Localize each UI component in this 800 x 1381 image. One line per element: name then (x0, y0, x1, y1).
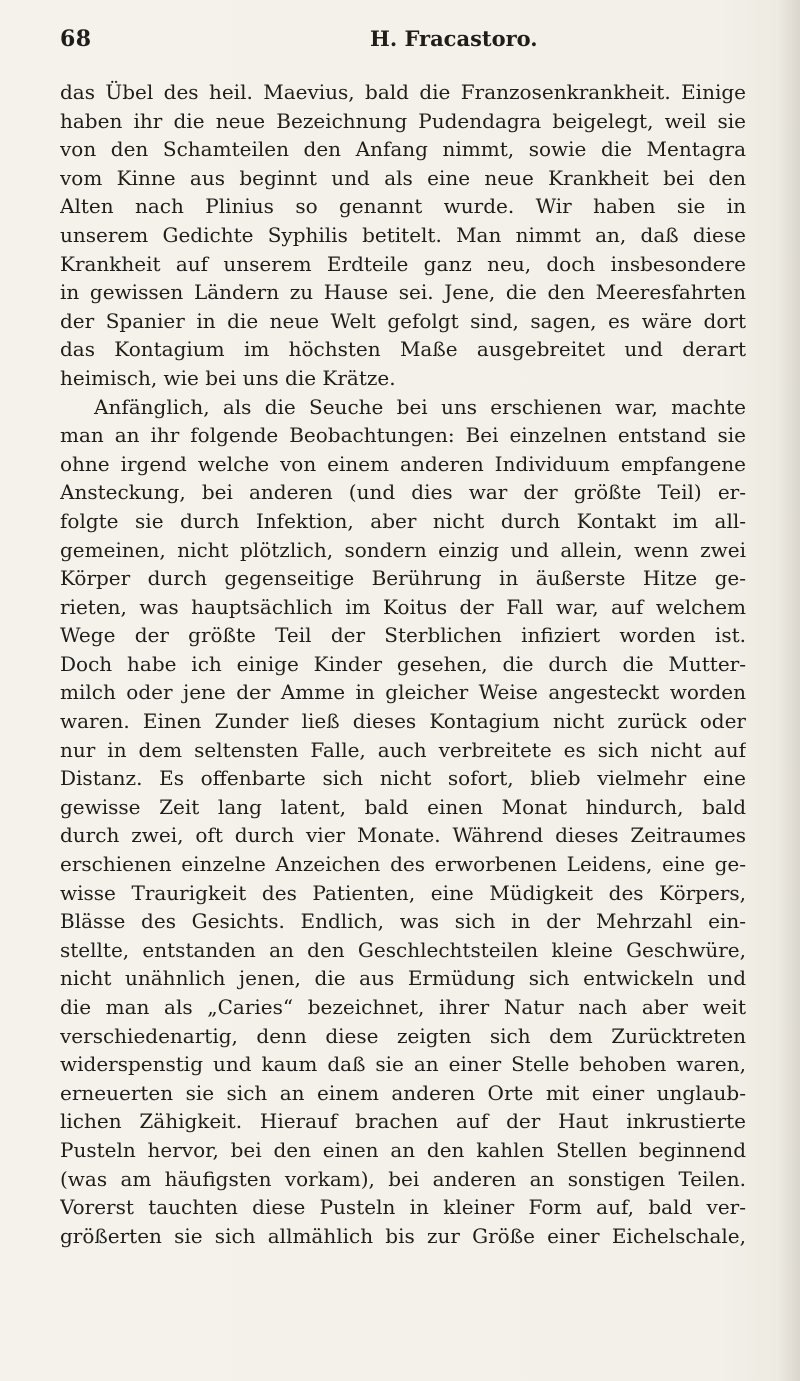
page-edge-shadow (778, 0, 800, 1381)
text-line: milch oder jene der Amme in gleicher Weise angesteckt worden (60, 680, 746, 705)
paragraph-end-line: heimisch, wie bei uns die Krätze. (60, 365, 396, 390)
text-line: durch zwei, oft durch vier Monate. Während dieses Zeitraumes (60, 823, 746, 848)
page-number: 68 (60, 26, 92, 52)
text-line: lichen Zähigkeit. Hierauf brachen auf der Haut inkrustierte (60, 1109, 746, 1134)
text-line: der Spanier in die neue Welt gefolgt sind, sagen, es wäre dort (60, 308, 746, 333)
text-line: unserem Gedichte Syphilis betitelt. Man nimmt an, daß diese (60, 222, 746, 247)
text-line: waren. Einen Zunder ließ dieses Kontagium nicht zurück oder (60, 709, 746, 734)
text-line: Doch habe ich einige Kinder gesehen, die durch die Mutter- (60, 651, 746, 676)
text-line: rieten, was hauptsächlich im Koitus der Fall war, auf welchem (60, 594, 746, 619)
text-line: Pusteln hervor, bei den einen an den kahlen Stellen beginnend (60, 1137, 746, 1162)
text-line: haben ihr die neue Bezeichnung Pudendagra beigelegt, weil sie (60, 108, 746, 133)
text-line: wisse Traurigkeit des Patienten, eine Müdigkeit des Körpers, (60, 880, 746, 905)
text-line: (was am häufigsten vorkam), bei anderen an sonstigen Teilen. (60, 1166, 746, 1191)
page-header (60, 26, 740, 60)
text-line: Krankheit auf unserem Erdteile ganz neu, doch insbesondere (60, 251, 746, 276)
body-text (60, 78, 746, 1250)
text-line: widerspenstig und kaum daß sie an einer Stelle behoben waren, (60, 1052, 746, 1077)
text-line: gewisse Zeit lang latent, bald einen Monat hindurch, bald (60, 794, 746, 819)
text-line: man an ihr folgende Beobachtungen: Bei einzelnen entstand sie (60, 423, 746, 448)
text-line: nicht unähnlich jenen, die aus Ermüdung sich entwickeln und (60, 966, 746, 991)
text-line: gemeinen, nicht plötzlich, sondern einzig und allein, wenn zwei (60, 537, 746, 562)
text-line: Alten nach Plinius so genannt wurde. Wir haben sie in (60, 194, 746, 219)
text-line: Distanz. Es offenbarte sich nicht sofort, blieb vielmehr eine (60, 766, 746, 791)
text-line: ohne irgend welche von einem anderen Individuum empfangene (60, 451, 746, 476)
text-line: Wege der größte Teil der Sterblichen infiziert worden ist. (60, 623, 746, 648)
text-line: das Übel des heil. Maevius, bald die Franzosenkrankheit. Einige (60, 80, 746, 104)
text-line: in gewissen Ländern zu Hause sei. Jene, die den Meeresfahrten (60, 280, 746, 305)
text-line: stellte, entstanden an den Geschlechtsteilen kleine Geschwüre, (60, 937, 746, 962)
text-line: Ansteckung, bei anderen (und dies war der größte Teil) er- (60, 480, 746, 505)
text-line: von den Schamteilen den Anfang nimmt, sowie die Mentagra (60, 137, 746, 162)
running-head: H. Fracastoro. (370, 26, 538, 51)
text-line: vom Kinne aus beginnt und als eine neue Krankheit bei den (60, 165, 746, 190)
text-line: nur in dem seltensten Falle, auch verbreitete es sich nicht auf (60, 737, 746, 762)
text-line: die man als „Caries“ bezeichnet, ihrer Natur nach aber weit (60, 995, 746, 1019)
text-line: folgte sie durch Infektion, aber nicht durch Kontakt im all- (60, 508, 746, 533)
text-line: Körper durch gegenseitige Berührung in äußerste Hitze ge- (60, 566, 746, 591)
text-line: Blässe des Gesichts. Endlich, was sich in der Mehrzahl ein- (60, 909, 746, 934)
text-line: Vorerst tauchten diese Pusteln in kleiner Form auf, bald ver- (60, 1195, 746, 1220)
text-line: erschienen einzelne Anzeichen des erworbenen Leidens, eine ge- (60, 852, 746, 877)
text-line: verschiedenartig, denn diese zeigten sich dem Zurücktreten (60, 1023, 746, 1048)
paragraph-start-line: Anfänglich, als die Seuche bei uns erschienen war, machte (94, 394, 746, 419)
text-line: erneuerten sie sich an einem anderen Orte mit einer unglaub- (60, 1080, 746, 1105)
text-line: das Kontagium im höchsten Maße ausgebreitet und derart (60, 337, 746, 362)
text-line: größerten sie sich allmählich bis zur Größe einer Eichelschale, (60, 1223, 746, 1248)
